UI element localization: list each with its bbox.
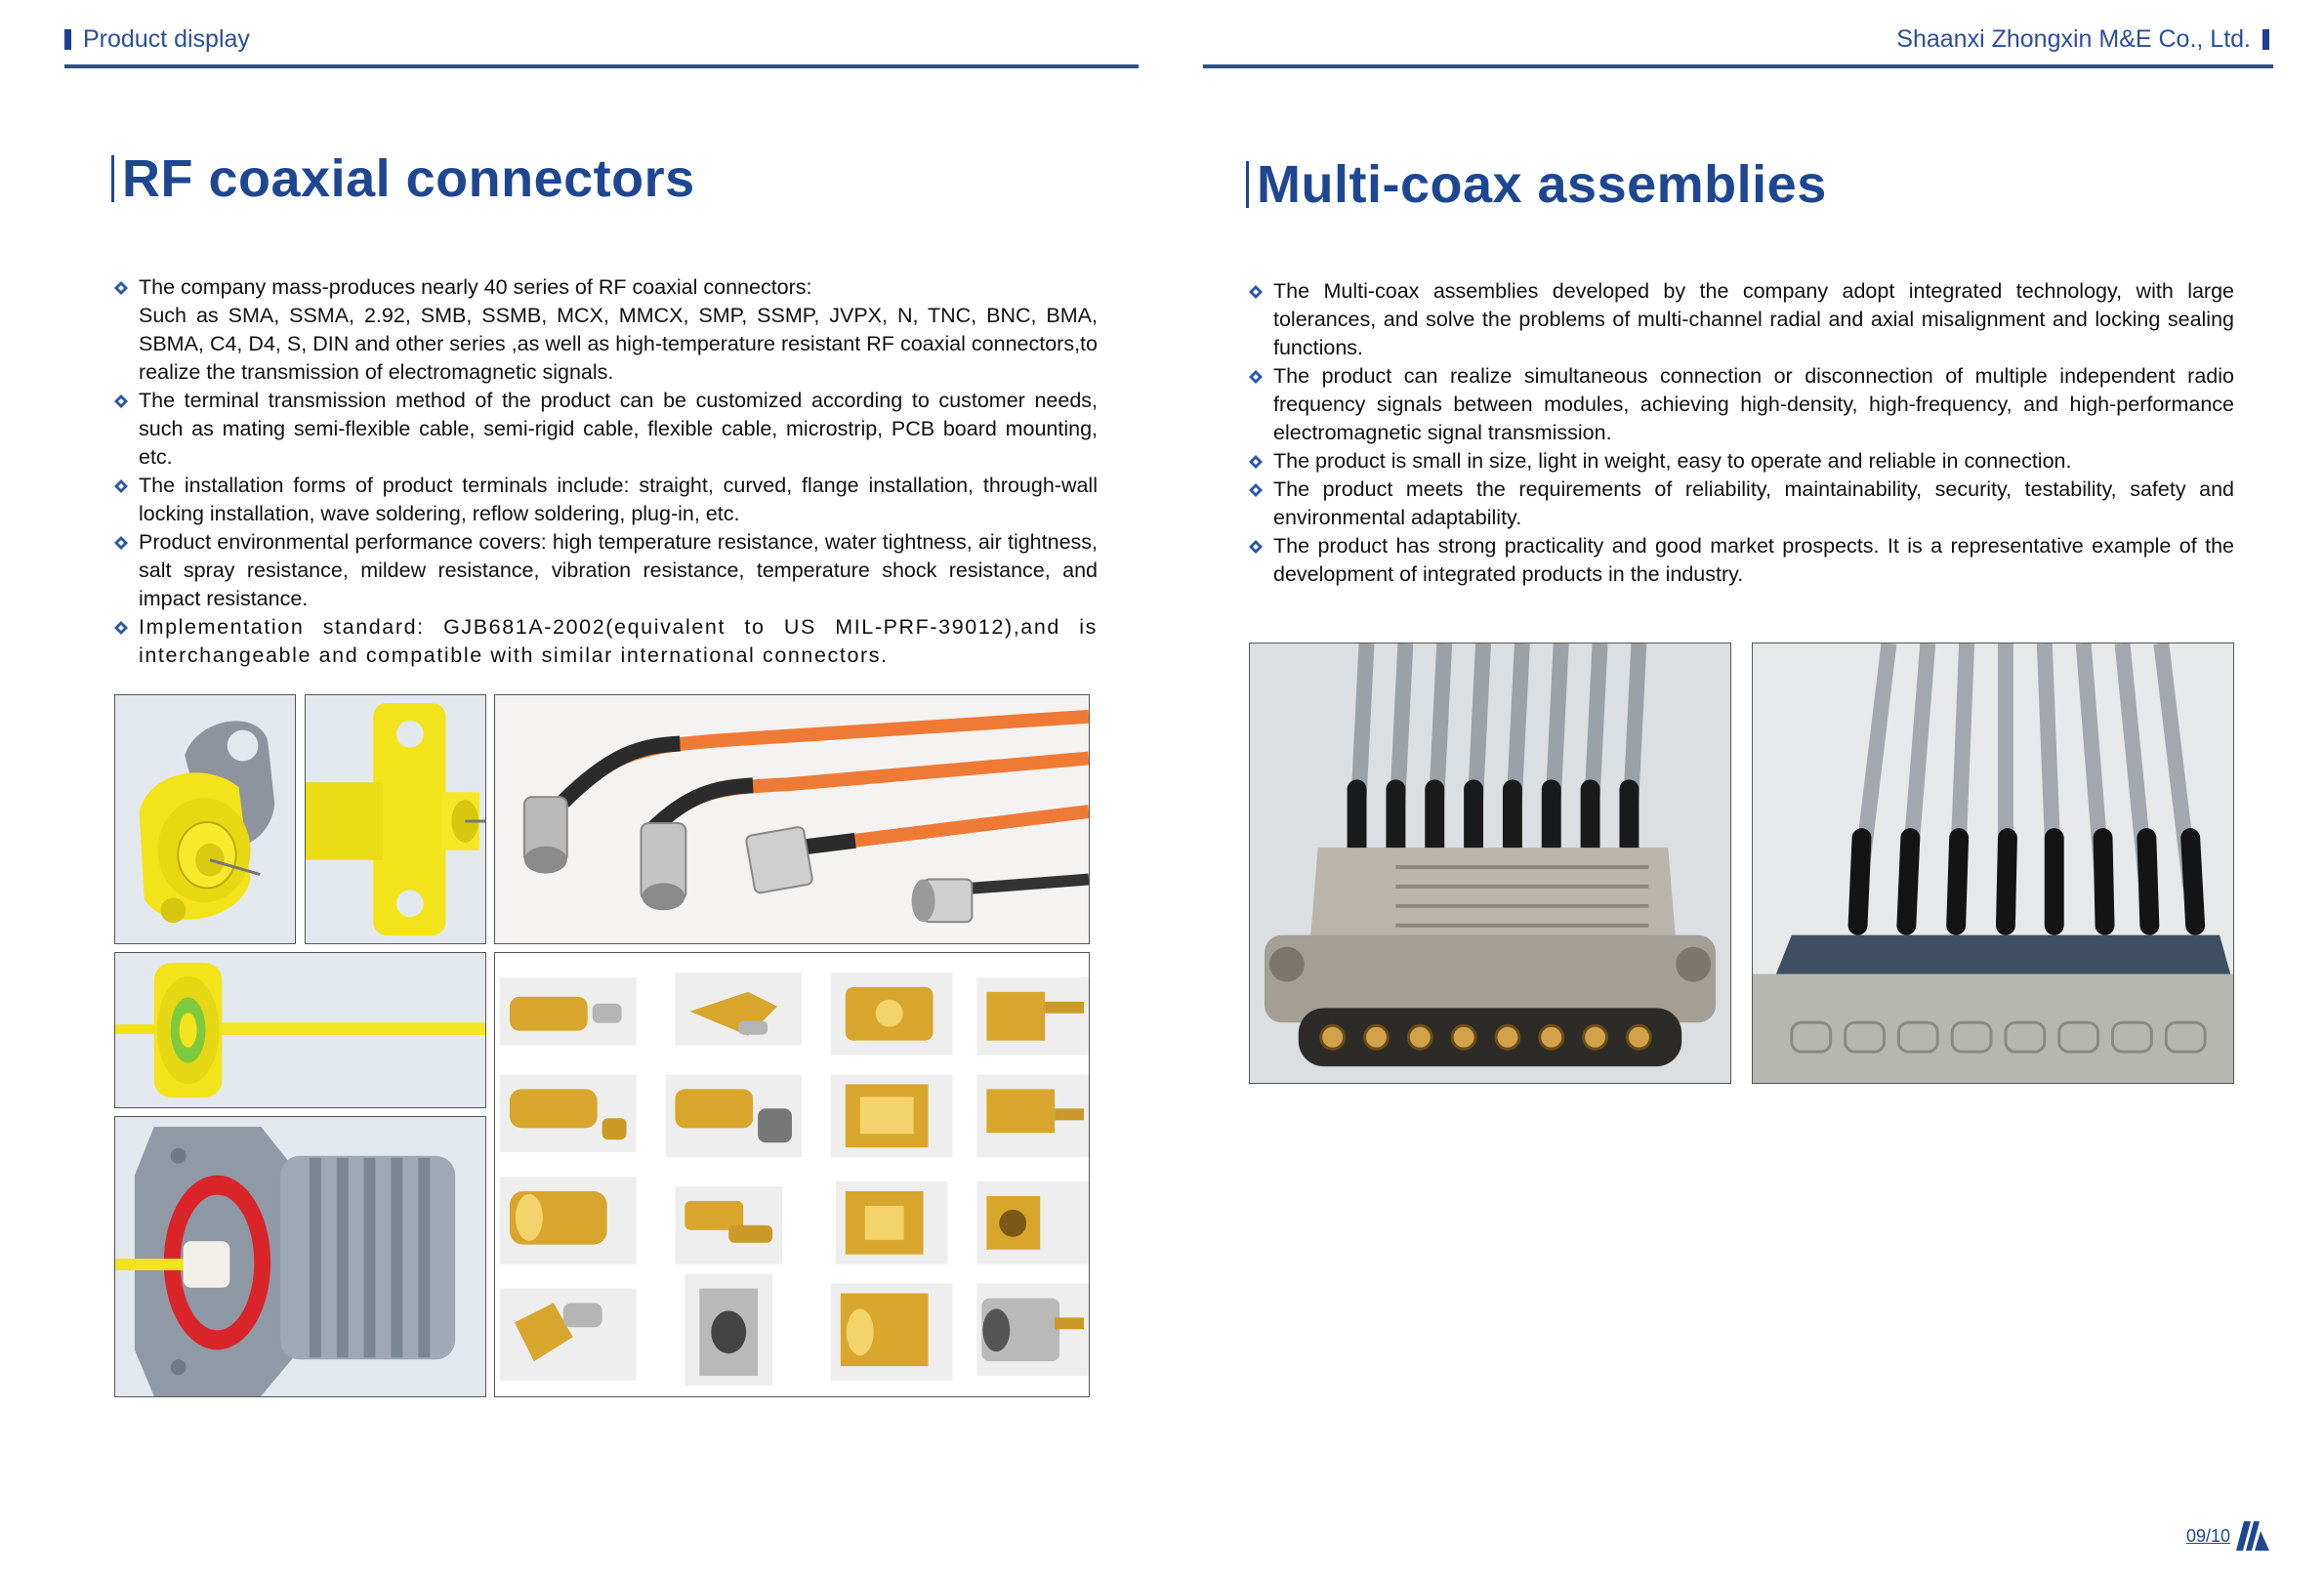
- section-title-text: RF coaxial connectors: [122, 149, 695, 208]
- bullet-text: Product environmental performance covers: high temperature resistance, water tightness, air tightness, salt spray resistance, mildew resistance, vibration resistance, temperature shock resistance, and impact resistance.: [139, 530, 1098, 610]
- section-title-text: Multi-coax assemblies: [1257, 155, 1827, 214]
- list-item: [1246, 362, 2234, 447]
- section-title-multicoax: [1246, 154, 1827, 215]
- photo-gray-threaded-connector: [114, 1116, 486, 1397]
- header-right: [1896, 25, 2269, 54]
- diamond-bullet-icon: [111, 477, 131, 496]
- header-left: [64, 25, 250, 54]
- bullet-text: The company mass-produces nearly 40 series of RF coaxial connectors:: [139, 275, 812, 299]
- header-company-name: Shaanxi Zhongxin M&E Co., Ltd.: [1896, 25, 2251, 53]
- diamond-bullet-icon: [1246, 367, 1266, 387]
- company-logo-icon: [2236, 1521, 2269, 1551]
- header-bar-icon: [64, 29, 71, 50]
- diamond-bullet-icon: [1246, 537, 1266, 557]
- photo-yellow-flange-side: [305, 694, 486, 944]
- bullet-text: Such as SMA, SSMA, 2.92, SMB, SSMB, MCX, MMCX, SMP, SSMP, JVPX, N, TNC, BNC, BMA, SBMA, C4, D4, S, DIN and other series ,as well as high-temperature resistant RF coaxial connectors,to realize the transmission of electromagnetic signals.: [139, 304, 1098, 384]
- list-item: [1246, 277, 2234, 362]
- bullet-text: The product meets the requirements of reliability, maintainability, security, testability, safety and environmental adaptability.: [1273, 477, 2234, 529]
- header-rule-left: [64, 64, 1139, 68]
- list-item: [111, 472, 1098, 528]
- photo-multicoax-assembly-angled: [1752, 643, 2234, 1084]
- header-rule-right: [1203, 64, 2273, 68]
- title-bar-icon: [1246, 161, 1249, 208]
- bullet-text: The product can realize simultaneous connection or disconnection of multiple independent radio frequency signals between modules, achieving high-density, high-frequency, and high-performance electromagnetic signal transmission.: [1273, 364, 2234, 444]
- bullet-text: The terminal transmission method of the product can be customized according to customer needs, such as mating semi-flexible cable, semi-rigid cable, flexible cable, microstrip, PCB board mounting, etc.: [139, 389, 1098, 469]
- diamond-bullet-icon: [1246, 480, 1266, 500]
- list-item: [111, 613, 1098, 670]
- bullet-text: The Multi-coax assemblies developed by the company adopt integrated technology, with large tolerances, and solve the problems of multi-channel radial and axial misalignment and locking sealing functions.: [1273, 279, 2234, 359]
- diamond-bullet-icon: [1246, 452, 1266, 472]
- photo-multicoax-assembly-front: [1249, 643, 1731, 1084]
- list-item: [1246, 532, 2234, 589]
- list-item: [1246, 447, 2234, 476]
- list-item: [111, 528, 1098, 613]
- photo-yellow-pin-connector: [114, 952, 486, 1108]
- bullet-text: The installation forms of product terminals include: straight, curved, flange installation, through-wall locking installation, wave soldering, reflow soldering, plug-in, etc.: [139, 474, 1098, 525]
- bullet-text: The product has strong practicality and good market prospects. It is a representative example of the development of integrated products in the industry.: [1273, 534, 2234, 586]
- diamond-bullet-icon: [111, 392, 131, 411]
- multicoax-bullet-list: [1246, 277, 2234, 589]
- header-bar-icon: [2262, 29, 2269, 50]
- photo-yellow-flange-connector: [114, 694, 296, 944]
- photo-orange-cable-assemblies: [494, 694, 1090, 944]
- list-item: [111, 387, 1098, 472]
- diamond-bullet-icon: [1246, 282, 1266, 302]
- section-title-rf: [111, 148, 695, 209]
- diamond-bullet-icon: [111, 618, 131, 638]
- bullet-text: Implementation standard: GJB681A-2002(equivalent to US MIL-PRF-39012),and is interchangeable and compatible with similar international connectors.: [139, 615, 1098, 667]
- list-item: [111, 273, 1098, 387]
- diamond-bullet-icon: [111, 533, 131, 553]
- title-bar-icon: [111, 155, 114, 202]
- photo-gold-connector-grid: [494, 952, 1090, 1397]
- list-item: [1246, 476, 2234, 532]
- page-number: 09/10: [2185, 1526, 2230, 1546]
- diamond-bullet-icon: [111, 278, 131, 298]
- rf-bullet-list: [111, 273, 1098, 670]
- header-section-label: Product display: [83, 25, 250, 53]
- bullet-text: The product is small in size, light in weight, easy to operate and reliable in connection.: [1273, 449, 2072, 473]
